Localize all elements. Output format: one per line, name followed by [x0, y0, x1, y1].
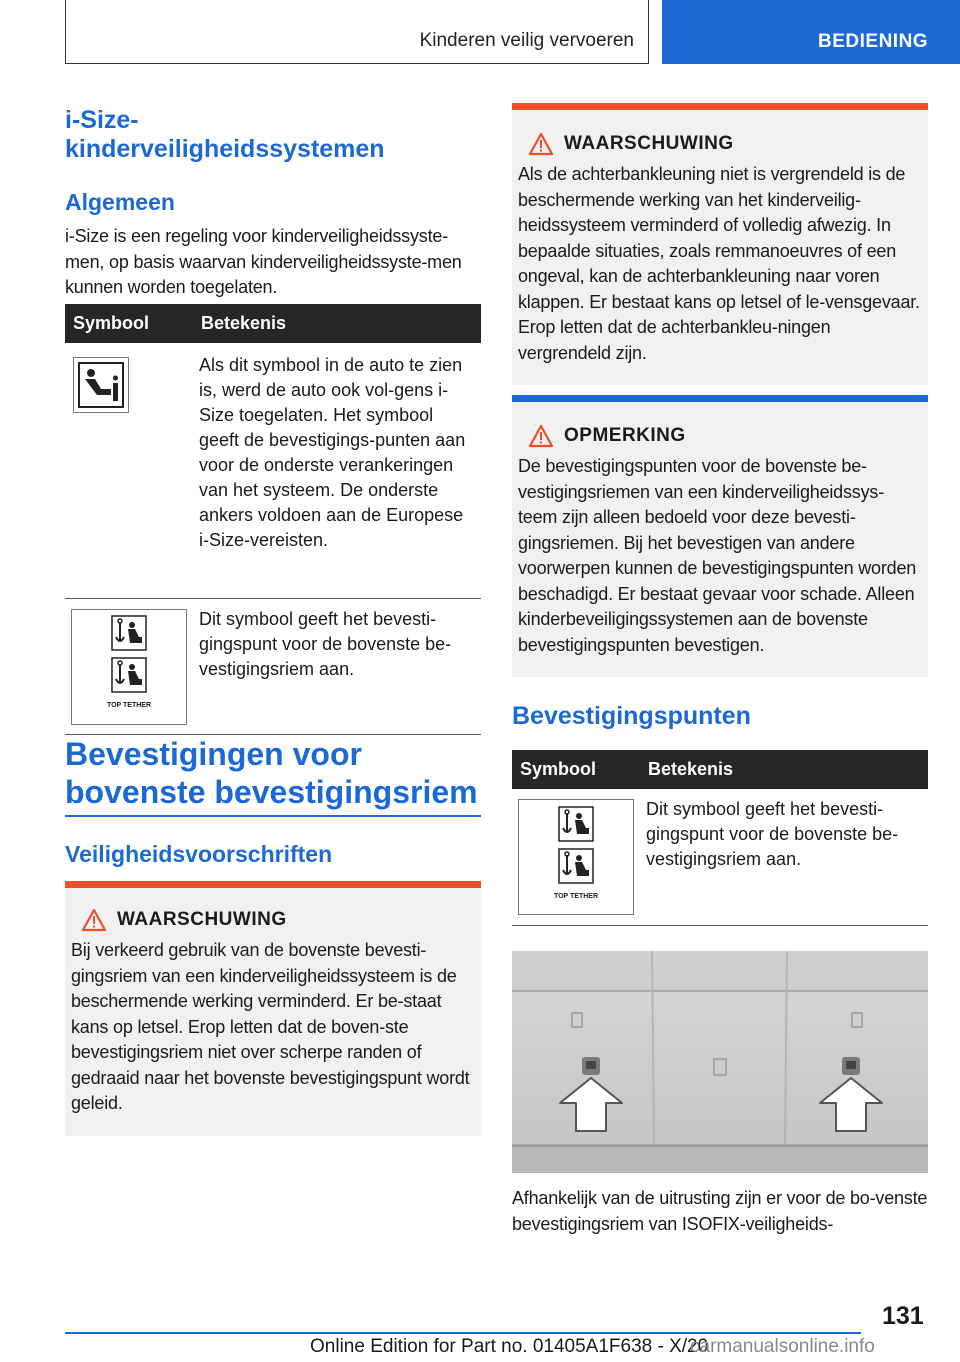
- top-tether-symbol: [518, 799, 634, 915]
- anchor-points-photo: [512, 951, 928, 1173]
- warning-box-right: [512, 103, 928, 385]
- header-section-title: Kinderen veilig vervoeren: [419, 30, 634, 51]
- table-row: [65, 598, 481, 734]
- page-number: 131: [882, 1302, 924, 1330]
- warning-triangle-icon: [81, 908, 107, 932]
- isize-symbol-icon: [73, 357, 129, 413]
- table-header-symbool: Symbool: [65, 304, 193, 343]
- header-section-tab: [65, 0, 649, 64]
- top-tether-icon: [111, 657, 147, 693]
- table-header-betekenis: Betekenis: [193, 304, 481, 343]
- top-tether-meaning: Dit symbool geeft het bevesti-gingspunt voor de bovenste be-vestigingsriem aan.: [193, 598, 481, 734]
- warning-title: WAARSCHUWING: [564, 133, 734, 154]
- warning-box-left: [65, 881, 481, 1136]
- warning-text: Bij verkeerd gebruik van de bovenste bevesti-gingsriem van een kinderveiligheidssysteem is de beschermende werking verminderd. Er be-staat kans op letsel. Erop letten dat de boven-ste bevestigingsriem niet over scherpe randen of gedraaid naar het bovenste bevestigingspunt wordt geleid.: [71, 940, 470, 1113]
- warning-triangle-icon: [528, 132, 554, 156]
- table-row: [65, 343, 481, 598]
- isize-intro: i-Size is een regeling voor kinderveiligheidssyste-men, op basis waarvan kinderveiligheidssyste-men kunnen worden toegelaten.: [65, 226, 462, 297]
- table-header-symbool: Symbool: [512, 750, 640, 789]
- bevestigingen-heading: Bevestigingen voor bovenste bevestigingsriem: [65, 736, 478, 810]
- heading-rule: [65, 815, 481, 817]
- photo-caption: Afhankelijk van de uitrusting zijn er voor de bo-venste bevestigingsriem van ISOFIX-veiligheids-: [512, 1188, 928, 1234]
- top-tether-icon: [558, 848, 594, 884]
- watermark: carmanualsonline.info: [690, 1336, 875, 1357]
- tether-symbol-table: [512, 750, 928, 926]
- bevestigingspunten-heading: Bevestigingspunten: [512, 702, 751, 730]
- header-chapter-tab: [662, 0, 960, 64]
- algemeen-heading: Algemeen: [65, 189, 175, 215]
- top-tether-icon: [558, 806, 594, 842]
- warning-text: Als de achterbankleuning niet is vergrendeld is de beschermende werking van het kinderveilig-heidssysteem verminderd of volledig afwezig. In bepaalde situaties, zoals remmanoeuvres of een ongeval, kan de achterbankleuning naar voren klappen. Er bestaat kans op letsel of le-vensgevaar. Erop letten dat de achterbankleu-ningen vergrendeld zijn.: [518, 164, 920, 363]
- isize-symbol-table: [65, 304, 481, 735]
- note-title: OPMERKING: [564, 425, 686, 446]
- warning-title: WAARSCHUWING: [117, 909, 287, 930]
- isize-symbol-meaning: Als dit symbool in de auto te zien is, werd de auto ook vol-gens i-Size toegelaten. Het symbool geeft de bevestigings-punten aan voor de onderste verankeringen van het systeem. De onderste ankers voldoen aan de Europese i-Size-vereisten.: [193, 343, 481, 598]
- isize-heading: i-Size- kinderveiligheidssystemen: [65, 106, 385, 163]
- warning-triangle-icon: [528, 424, 554, 448]
- veiligheid-heading: Veiligheidsvoorschriften: [65, 841, 333, 867]
- top-tether-label: TOP TETHER: [553, 892, 599, 900]
- top-tether-icon: [111, 615, 147, 651]
- top-tether-symbol: [71, 609, 187, 725]
- top-tether-meaning: Dit symbool geeft het bevesti-gingspunt voor de bovenste be-vestigingsriem aan.: [640, 789, 928, 925]
- edition-text: Online Edition for Part no. 01405A1F638 - X/20: [310, 1336, 709, 1357]
- header-chapter-title: BEDIENING: [818, 31, 929, 52]
- table-row: [512, 789, 928, 925]
- note-box: [512, 395, 928, 677]
- top-tether-label: TOP TETHER: [106, 702, 152, 709]
- footer-rule: [65, 1332, 861, 1334]
- note-text: De bevestigingspunten voor de bovenste be-vestigingsriemen van een kinderveiligheidssys-teem zijn alleen bedoeld voor deze bevesti-gingsriemen. Bij het bevestigen van andere voorwerpen kunnen de bevestigingspunten worden beschadigd. Er bestaat gevaar voor schade. Alleen kinderbeveiligingssystemen aan de bovenste bevestigingspunten bevestigen.: [518, 456, 917, 655]
- table-header-betekenis: Betekenis: [640, 750, 928, 789]
